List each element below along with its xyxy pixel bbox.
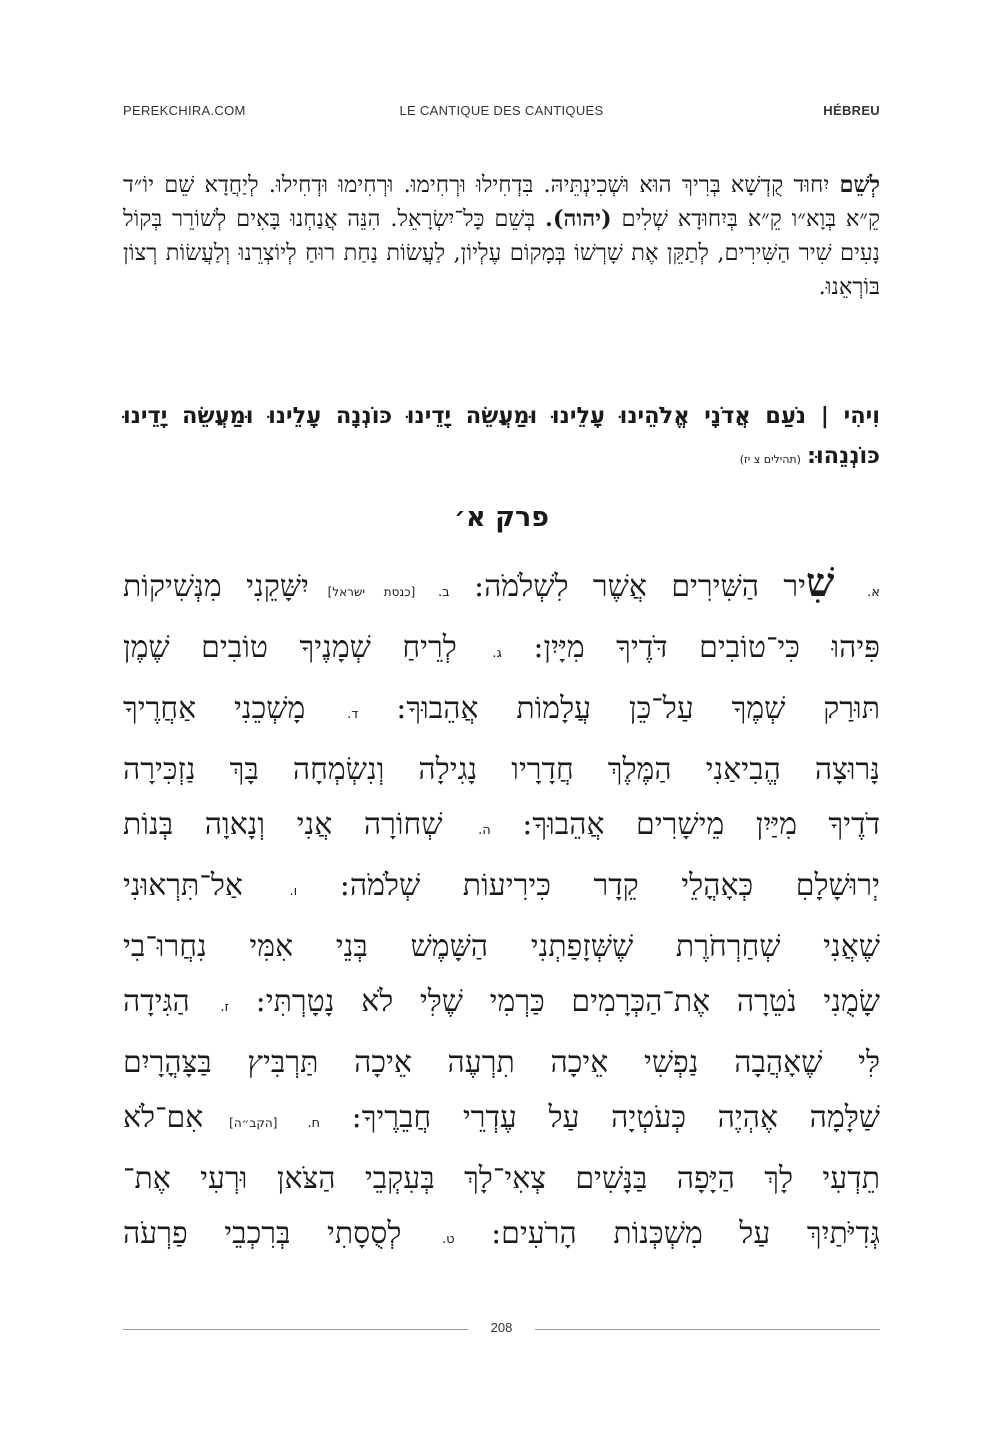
verse-number: ו. (289, 884, 298, 899)
verse-number: ד. (347, 707, 359, 722)
verse-text: לְסֻסָתִי בְּרִכְבֵי פַרְעֹה (123, 1216, 438, 1251)
verse-text: מָשְׁכֵנִי אַחֲרֶיךָ (123, 691, 344, 726)
verse-text: יר הַשִּׁירִים אֲשֶׁר לִשְׁלֹמֹה: (449, 569, 807, 604)
intro-first-word: לְשֵׁם (839, 172, 880, 198)
verse-line (123, 1035, 880, 1090)
intro-text-2: בְּשֵׁם כָּל־יִשְׂרָאֵל. הִנֵּה אֲנַחְנוּ בָּאִים לְשׁוֹרֵר בְּקוֹל נָעִים שִׁיר הַשִּׁירִים, לְתַקֵּן אֶת שָׁרְשׁוֹ בְּמָקוֹם עֶלְיוֹן, לַעֲשׂוֹת נַחַת רוּחַ לְיוֹצְרֵנוּ וְלַעֲשׂוֹת רְצוֹן בּוֹרְאֵנוּ. (123, 206, 880, 300)
verse-line (123, 555, 880, 620)
vihi-text: וִיהִי | נֹעַם אֲדֹנָי אֱלֹהֵינוּ עָלֵינוּ וּמַעֲשֵׂה יָדֵינוּ כּוֹנְנָה עָלֵינוּ וּמַעֲשֵׂה יָדֵינוּ כּוֹנְנֵהוּ: (123, 403, 880, 469)
verse-text: אַל־תִּרְאוּנִי (123, 868, 286, 903)
verse-number: ב. (437, 585, 450, 600)
verse-text: שַׁלָּמָה אֶהְיֶה כְּעֹטְיָה עַל עֶדְרֵי חֲבֵרֶיךָ: (319, 1100, 880, 1135)
verse-line (123, 620, 880, 681)
verse-text: תּוּרַק שְׁמֶךָ עַל־כֵּן עֲלָמוֹת אֲהֵבוּךָ: (358, 691, 880, 726)
verse-text: שֶׁאֲנִי שְׁחַרְחֹרֶת שֶׁשְּׁזָפַתְנִי הַשָּׁמֶשׁ בְּנֵי אִמִּי נִחֲרוּ־בִי (123, 929, 880, 964)
language-label: HÉBREU (823, 103, 880, 118)
book-title: LE CANTIQUE DES CANTIQUES (399, 103, 604, 118)
chapter-title: פרק א׳ (454, 502, 549, 533)
page-number: 208 (490, 1320, 513, 1335)
verse-text: שָׂמֻנִי נֹטֵרָה אֶת־הַכְּרָמִים כַּרְמִי שֶׁלִּי לֹא נָטָרְתִּי: (229, 984, 880, 1019)
speaker-note: [הקב״ה] (203, 1116, 304, 1130)
page-footer (123, 1320, 880, 1340)
verse-number: ז. (220, 1000, 230, 1015)
verse-number: א. (867, 585, 880, 600)
verse-number: ה. (478, 823, 491, 838)
verse-text: לְרֵיחַ שְׁמָנֶיךָ טוֹבִים שֶׁמֶן (123, 630, 489, 665)
verse-text: יִשָּׁקֵנִי מִנְּשִׁיקוֹת (123, 569, 309, 604)
verses-block (123, 555, 880, 1267)
speaker-note: [כנסת ישראל] (308, 585, 434, 599)
verse-text: יְרוּשָׁלָםִ כְּאָהֳלֵי קֵדָר כִּירִיעוֹת שְׁלֹמֹה: (297, 868, 880, 903)
verse-text: פִּיהוּ כִּי־טוֹבִים דֹּדֶיךָ מִיָּיִן: (501, 630, 880, 665)
verse-text: שְׁחוֹרָה אֲנִי וְנָאוָה בְּנוֹת (123, 807, 475, 842)
verse-text: הַגִּידָה (123, 984, 217, 1019)
initial-letter: שִׁ (806, 559, 864, 606)
footer-rule-right (535, 1329, 880, 1330)
page-header (123, 103, 880, 125)
verse-line (123, 1090, 880, 1151)
divine-name: (יהוה). (545, 206, 612, 232)
verse-text: אִם־לֹא (123, 1100, 204, 1135)
verse-text: דֹדֶיךָ מִיַּיִן מֵישָׁרִים אֲהֵבוּךָ: (490, 807, 880, 842)
verse-line (123, 742, 880, 797)
intro-text-1: יִחוּד קֻדְשָׁא בְּרִיךְ הוּא וּשְׁכִינְתֵּיהּ. בִּדְחִילוּ וּרְחִימוּ. וּרְחִימוּ וּדְחִילוּ. לְיַחֲדָא שֵׁם יוֹ״ד קֵ״א בְּוָא״ו קֵ״א בְּיִחוּדָא שְׁלִים (123, 172, 880, 232)
site-name: PEREKCHIRA.COM (123, 103, 246, 118)
verse-text: תֵדְעִי לָךְ הַיָּפָה בַּנָּשִׁים צְאִי־לָךְ בְּעִקְבֵי הַצֹּאן וּרְעִי אֶת־ (123, 1161, 880, 1196)
vihi-reference: (תהילים צ יז) (739, 453, 801, 466)
vihi-noam-verse (123, 396, 880, 480)
verse-number: ט. (441, 1232, 455, 1247)
verse-line (123, 1206, 880, 1267)
verse-text: גְּדִיֹּתַיִךְ עַל מִשְׁכְּנוֹת הָרֹעִים: (454, 1216, 880, 1251)
verse-text: נָּרוּצָה הֱבִיאַנִי הַמֶּלֶךְ חֲדָרָיו נָגִילָה וְנִשְׂמְחָה בָּךְ נַזְכִּירָה (123, 752, 880, 787)
verse-line (123, 681, 880, 742)
intro-prayer (123, 168, 880, 304)
verse-line (123, 919, 880, 974)
verse-line (123, 1151, 880, 1206)
verse-number: ג. (492, 646, 502, 661)
verse-line (123, 974, 880, 1035)
verse-line (123, 797, 880, 858)
verse-number: ח. (307, 1116, 320, 1131)
verse-text: לִּי שֶׁאָהֲבָה נַפְשִׁי אֵיכָה תִרְעֶה אֵיכָה תַּרְבִּיץ בַּצָּהֳרָיִם (123, 1045, 880, 1080)
verse-line (123, 858, 880, 919)
